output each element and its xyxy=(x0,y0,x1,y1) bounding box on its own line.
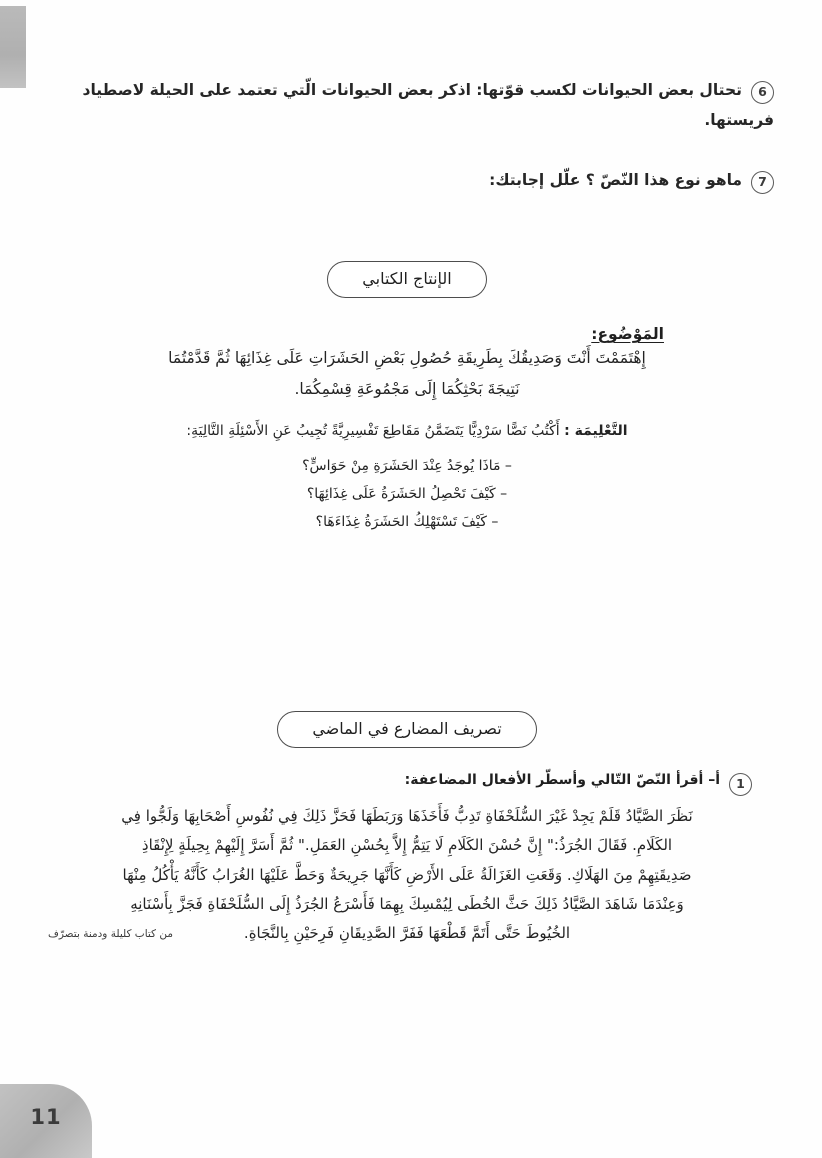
inline-dotted-line[interactable] xyxy=(144,114,704,128)
writing-section-heading: الإنتاج الكتابي xyxy=(327,261,486,298)
exercise-instruction: أ– أقرأ النّصّ التّالي وأسطّر الأفعال المضاعفة: xyxy=(404,772,720,789)
story-line-2: الكَلَامِ. فَقَالَ الجُرَذُ:" إِنَّ حُسْنَ الكَلَامِ لَا يَتِمُّ إِلاَّ بِحُسْنِ العَمَلِ." ثُمَّ أَسَرَّ إِلَيْهِمْ بِحِيلَةٍ لِإِنْقَاذِ xyxy=(141,836,673,855)
answer-lines-q6 xyxy=(40,133,774,152)
answer-lines-q7 xyxy=(40,200,774,219)
reading-question-6 xyxy=(40,78,774,104)
question-7-text: ماهو نوع هذا النّصّ ؟ علّل إجابتك: xyxy=(489,171,742,190)
instruction-row xyxy=(40,419,774,444)
bullet-item: – كَيْفَ تَسْتَهْلِكُ الحَشَرَةُ غِذَاءَهَا؟ xyxy=(315,514,499,531)
subject-line-2: نَتِيجَةَ بَحْثِكُمَا إِلَى مَجْمُوعَةِ قِسْمِكُمَا. xyxy=(294,380,520,399)
question-number-badge: 7 xyxy=(751,171,774,194)
bullet-item: – مَاذَا يُوجَدُ عِنْدَ الحَشَرَةِ مِنْ حَوَاسٍّ؟ xyxy=(302,458,512,475)
grammar-exercise-1 xyxy=(40,770,774,796)
dotted-answer-line[interactable] xyxy=(40,609,774,628)
dotted-answer-line[interactable] xyxy=(40,647,774,666)
subject-label: المَوْضُوع: xyxy=(591,325,664,344)
instruction-text: أَكْتُبُ نَصًّا سَرْدِيًّا يَتَضَمَّنُ مَقَاطِعَ تَفْسِيرِيَّةً تُجِيبُ عَنِ الأَسْئِلَةِ التَّالِيَةِ: xyxy=(186,423,560,440)
dotted-answer-line[interactable] xyxy=(40,552,774,571)
subject-label-wrap xyxy=(40,324,774,343)
story-line-1: نَظَرَ الصَّيَّادُ قَلَمْ يَجِدْ غَيْرَ السُّلَحْفَاةِ تَدِبُّ فَأَخَذَهَا وَرَبَطَهَا فَحَزَّ ذَلِكَ فِي نُفُوسِ أَصْحَابِهَا وَلَجُّوا فِي xyxy=(121,807,693,826)
subject-body xyxy=(40,343,774,405)
question-text: تحتال بعض الحيوانات لكسب قوّتها: اذكر بعض الحيوانات الّتي تعتمد على الحيلة لاصطياد xyxy=(82,81,742,99)
writing-answer-lines xyxy=(40,552,774,685)
writing-question-bullets xyxy=(40,452,774,536)
reading-question-7 xyxy=(40,168,774,194)
exercise-number-badge: 1 xyxy=(729,773,752,796)
bullet-item: – كَيْفَ تَحْصِلُ الحَشَرَةُ عَلَى غِذَائِهَا؟ xyxy=(306,486,508,503)
dotted-answer-line[interactable] xyxy=(40,666,774,685)
inline-dotted-line[interactable] xyxy=(109,174,489,188)
question-text xyxy=(40,168,742,192)
writing-section-heading-wrap xyxy=(40,261,774,298)
grammar-section-heading: تصريف المضارع في الماضي xyxy=(277,711,536,748)
story-line-4: وَعِنْدَمَا شَاهَدَ الصَّيَّادُ ذَلِكَ حَثَّ الخُطَى لِيُمْسِكَ بِهِمَا فَأَسْرَعُ الجُرَذُ إِلَى السُّلَحْفَاةِ فَجَزَّ بِأَسْنَانِهِ xyxy=(130,894,684,913)
question-number-badge: 6 xyxy=(751,81,774,104)
dotted-answer-line[interactable] xyxy=(40,571,774,590)
dotted-answer-line[interactable] xyxy=(40,200,774,219)
page-content xyxy=(40,78,774,943)
top-right-grey-bar xyxy=(0,6,26,88)
subject-line-1: إِهْتَمَمْتَ أَنْتَ وَصَدِيقُكَ بِطَرِيقَةِ حُصُولِ بَعْضِ الحَشَرَاتِ عَلَى غِذَائِهَا ثُمَّ قَدَّمْتُمَا xyxy=(168,349,646,368)
question-6-tail-text: فريستها. xyxy=(704,111,774,129)
instruction-label: التَّعْلِيمَة : xyxy=(564,423,628,440)
grammar-section-heading-wrap xyxy=(40,711,774,748)
story-line-5: الخُيُوطَ حَتَّى أَتَمَّ قَطْعَهَا فَفَرَّ الصَّدِيقَانِ فَرِحَيْنِ بِالنَّجَاةِ. xyxy=(243,924,571,943)
page-number: 11 xyxy=(30,1105,62,1129)
source-attribution: من كتاب كليلة ودمنة بتصرّف xyxy=(48,928,174,941)
question-6-tail xyxy=(40,108,774,132)
grammar-story-text xyxy=(40,802,774,948)
story-line-3: صَدِيقَتِهِمْ مِنَ الهَلَاكِ. وَقَعَتِ الغَزَالَةُ عَلَى الأَرْضِ كَأَنَّهَا جَرِيحَةٌ وَحَطَّ عَلَيْهَا الغُرَابُ كَأَنَّهُ يَأْكُلُ مِنْهَا xyxy=(122,865,692,884)
dotted-answer-line[interactable] xyxy=(40,133,774,152)
dotted-answer-line[interactable] xyxy=(40,590,774,609)
page-number-tab xyxy=(0,1084,92,1158)
dotted-answer-line[interactable] xyxy=(40,628,774,647)
